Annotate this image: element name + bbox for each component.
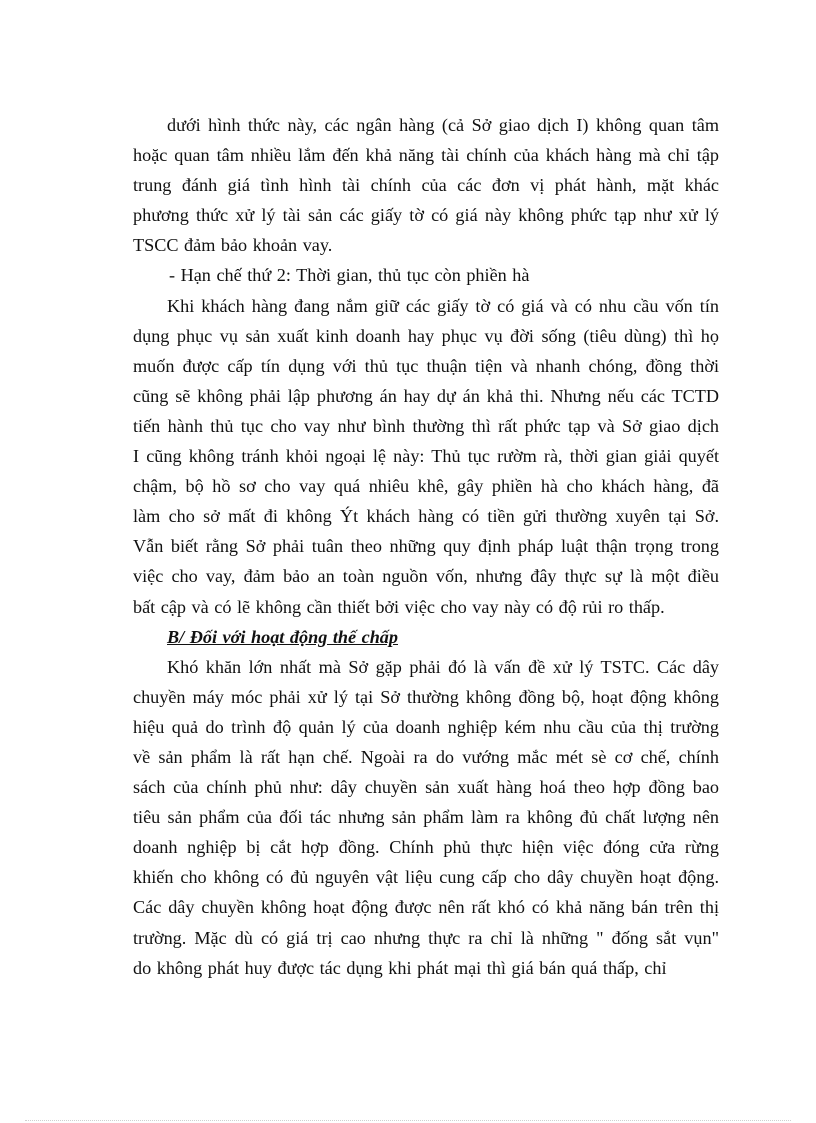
text-line: Khi khách hàng đang nắm giữ các giấy tờ có giá và có nhu cầu vốn tín xyxy=(167,295,719,316)
text-line: dụng phục vụ sản xuất kinh doanh hay phục vụ đời sống (tiêu dùng) thì họ xyxy=(133,325,719,346)
text-line: do không phát huy được tác dụng khi phát mại thì giá bán quá thấp, chỉ xyxy=(133,957,667,978)
text-line: làm cho sở mất đi không Ýt khách hàng có tiền gửi thường xuyên tại Sở. xyxy=(133,506,719,527)
text-line: về sản phẩm là rất hạn chế. Ngoài ra do vướng mắc mét sè cơ chế, chính xyxy=(133,746,719,767)
text-line: cũng sẽ không phải lập phương án hay dự án khả thi. Nhưng nếu các TCTD xyxy=(133,385,719,406)
text-line: dưới hình thức này, các ngân hàng (cả Sở giao dịch I) không quan tâm xyxy=(167,115,719,135)
text-line: hoặc quan tâm nhiều lắm đến khả năng tài chính của khách hàng mà chỉ tập xyxy=(133,145,719,166)
text-line: phương thức xử lý tài sản các giấy tờ có giá này không phức tạp như xử lý xyxy=(133,205,719,226)
text-line: việc cho vay, đảm bảo an toàn nguồn vốn, nhưng đây thực sự là một điều xyxy=(133,566,719,587)
paragraph-3 xyxy=(133,652,719,983)
text-line: Các dây chuyền không hoạt động được nên rất khó có khả năng bán trên thị xyxy=(133,897,719,918)
page-bottom-divider xyxy=(25,1120,791,1121)
text-line: I cũng không tránh khỏi ngoại lệ này: Thủ tục rườm rà, thời gian giải quyết xyxy=(133,446,719,467)
text-line: hiệu quả do trình độ quản lý của doanh nghiệp kém nhu cầu của thị trường xyxy=(133,716,719,737)
bullet-point-limitation-2: - Hạn chế thứ 2: Thời gian, thủ tục còn phiền hà xyxy=(169,265,530,286)
text-line: doanh nghiệp bị cắt hợp đồng. Chính phủ thực hiện việc đóng cửa rừng xyxy=(133,837,719,858)
text-line: trung đánh giá tình hình tài chính của các đơn vị phát hành, mặt khác xyxy=(133,175,719,196)
text-line: Khó khăn lớn nhất mà Sở gặp phải đó là vấn đề xử lý TSTC. Các dây xyxy=(167,656,719,677)
paragraph-1 xyxy=(133,110,719,260)
text-line: tiến hành thủ tục cho vay như bình thường thì rất phức tạp và Sở giao dịch xyxy=(133,415,719,436)
text-line: chậm, bộ hồ sơ cho vay quá nhiêu khê, gây phiền hà cho khách hàng, đã xyxy=(133,476,719,497)
section-heading: B/ Đối với hoạt động thế chấp xyxy=(167,626,398,647)
body-text xyxy=(133,110,719,983)
text-line: Vẫn biết rằng Sở phải tuân theo những quy định pháp luật thận trọng trong xyxy=(133,536,719,557)
paragraph-2 xyxy=(133,291,719,622)
text-line: tiêu sản phẩm của đối tác nhưng sản phẩm làm ra không đủ chất lượng nên xyxy=(133,807,719,828)
text-line: sách của chính phủ như: dây chuyền sản xuất hàng hoá theo hợp đồng bao xyxy=(133,777,719,798)
text-line: bất cập và có lẽ không cần thiết bởi việc cho vay này có độ rủi ro thấp. xyxy=(133,596,665,617)
text-line: khiến cho không có đủ nguyên vật liệu cung cấp cho dây chuyền hoạt động. xyxy=(133,867,719,888)
text-line: chuyền máy móc phải xử lý tại Sở thường không đồng bộ, hoạt động không xyxy=(133,686,719,707)
text-line: trường. Mặc dù có giá trị cao nhưng thực ra chỉ là những " đống sắt vụn" xyxy=(133,927,719,948)
text-line: TSCC đảm bảo khoản vay. xyxy=(133,235,333,256)
text-line: muốn được cấp tín dụng với thủ tục thuận tiện và nhanh chóng, đồng thời xyxy=(133,355,719,376)
